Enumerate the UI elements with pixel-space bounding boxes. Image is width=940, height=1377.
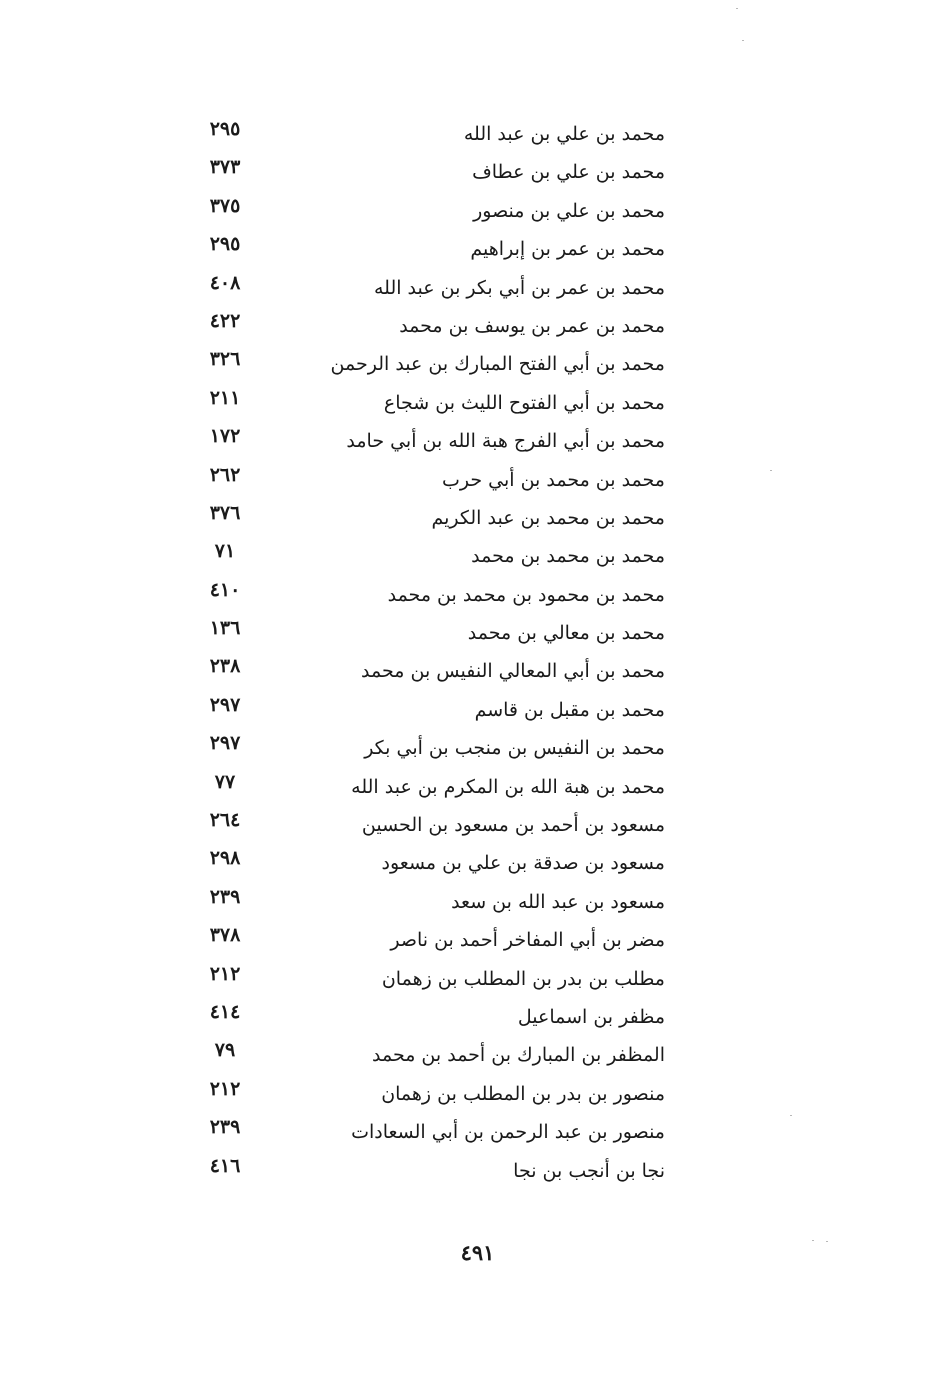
- entry-name: محمد بن محمد بن محمد: [471, 545, 665, 568]
- entry-page-reference: ٢٦٢: [209, 463, 241, 486]
- entry-page-reference: ١٣٦: [209, 617, 241, 640]
- scan-speck: [812, 1240, 814, 1241]
- index-entry: [180, 115, 680, 153]
- entry-name: محمد بن محمد بن عبد الكريم: [431, 506, 665, 529]
- entry-page-reference: ٣٧٦: [209, 501, 241, 524]
- entry-name: محمد بن مقبل بن قاسم: [474, 698, 665, 721]
- entry-page-reference: ٢١٢: [209, 1077, 241, 1100]
- page-number: ٤٩١: [460, 1240, 495, 1265]
- index-entry: [180, 844, 680, 882]
- index-entry: [180, 960, 680, 998]
- entry-name: مسعود بن عبد الله بن سعد: [451, 890, 665, 913]
- entry-name: منصور بن بدر بن المطلب بن زهمان: [381, 1082, 665, 1105]
- entry-page-reference: ٤١٦: [209, 1154, 241, 1177]
- index-entry: [180, 576, 680, 614]
- entry-name: محمد بن علي بن عبد الله: [463, 123, 665, 145]
- entry-name: محمد بن هبة الله بن المكرم بن عبد الله: [351, 775, 665, 798]
- index-entry: [180, 1113, 680, 1151]
- entry-name: محمد بن أبي الفتوح الليث بن شجاع: [383, 391, 665, 414]
- entry-name: محمد بن عمر بن أبي بكر بن عبد الله: [373, 276, 665, 299]
- entry-page-reference: ٢٣٩: [209, 885, 241, 908]
- index-entry: [180, 307, 680, 345]
- entry-page-reference: ٢١١: [209, 386, 241, 409]
- entry-name: محمد بن النفيس بن منجب بن أبي بكر: [364, 737, 665, 760]
- index-entry: [180, 384, 680, 422]
- entry-page-reference: ٧٩: [214, 1039, 236, 1062]
- index-entry: [180, 1152, 680, 1190]
- entry-name: محمد بن معالي بن محمد: [467, 622, 665, 645]
- index-entry: [180, 1075, 680, 1113]
- index-entry: [180, 153, 680, 191]
- entry-page-reference: ٧١: [214, 540, 236, 563]
- entry-page-reference: ٣٢٦: [209, 348, 241, 371]
- entry-page-reference: ٣٧٣: [209, 156, 241, 179]
- entry-name: محمد بن علي بن عطاف: [472, 161, 665, 184]
- entry-page-reference: ٢١٢: [209, 962, 241, 985]
- index-entry: [180, 729, 680, 767]
- entry-name: محمد بن محمد بن أبي حرب: [441, 468, 665, 491]
- entry-name: محمد بن عمر بن إبراهيم: [470, 238, 665, 261]
- name-index-list: [180, 115, 680, 1190]
- entry-name: مسعود بن صدقة بن علي بن مسعود: [381, 852, 665, 875]
- entry-page-reference: ٤٠٨: [209, 271, 241, 294]
- index-entry: [180, 461, 680, 499]
- index-entry: [180, 499, 680, 537]
- entry-page-reference: ٤٢٢: [209, 309, 241, 332]
- entry-page-reference: ٣٧٨: [209, 924, 241, 947]
- entry-page-reference: ٢٩٧: [209, 693, 241, 716]
- entry-name: محمد بن علي بن منصور: [473, 199, 665, 222]
- index-entry: [180, 345, 680, 383]
- entry-name: محمد بن أبي المعالي النفيس بن محمد: [361, 660, 665, 683]
- scan-speck: [770, 470, 772, 471]
- index-entry: [180, 422, 680, 460]
- scan-speck: [790, 1115, 792, 1116]
- entry-name: مسعود بن أحمد بن مسعود بن الحسين: [361, 814, 665, 837]
- entry-name: المظفر بن المبارك بن أحمد بن محمد: [371, 1044, 665, 1067]
- entry-page-reference: ٤١٠: [209, 578, 241, 601]
- index-entry: [180, 921, 680, 959]
- entry-name: محمد بن أبي الفرج هبة الله بن أبي حامد: [346, 430, 665, 453]
- index-entry: [180, 230, 680, 268]
- entry-name: محمد بن عمر بن يوسف بن محمد: [399, 314, 665, 337]
- entry-name: محمد بن محمود بن محمد بن محمد: [387, 583, 665, 606]
- index-entry: [180, 806, 680, 844]
- entry-page-reference: ٧٧: [214, 770, 236, 793]
- entry-page-reference: ٢٩٥: [209, 118, 241, 140]
- index-entry: [180, 691, 680, 729]
- index-entry: [180, 269, 680, 307]
- entry-page-reference: ٢٣٩: [209, 1116, 241, 1139]
- entry-page-reference: ٣٧٥: [209, 194, 241, 217]
- index-entry: [180, 614, 680, 652]
- index-entry: [180, 537, 680, 575]
- entry-page-reference: ٢٩٥: [209, 233, 241, 256]
- scan-speck: [826, 1241, 828, 1242]
- entry-page-reference: ٢٩٧: [209, 732, 241, 755]
- entry-name: محمد بن أبي الفتح المبارك بن عبد الرحمن: [330, 353, 665, 376]
- entry-name: نجا بن أنجب بن نجا: [513, 1159, 665, 1182]
- entry-name: مطلب بن بدر بن المطلب بن زهمان: [381, 967, 665, 990]
- index-entry: [180, 1036, 680, 1074]
- entry-page-reference: ٢٩٨: [209, 847, 241, 870]
- index-entry: [180, 192, 680, 230]
- entry-page-reference: ٢٣٨: [209, 655, 241, 678]
- scan-speck: [736, 8, 738, 9]
- entry-name: منصور بن عبد الرحمن بن أبي السعادات: [351, 1121, 665, 1144]
- entry-name: مظفر بن اسماعيل: [517, 1005, 665, 1028]
- entry-page-reference: ٢٦٤: [209, 809, 241, 832]
- scan-speck: [742, 40, 744, 41]
- entry-page-reference: ٤١٤: [209, 1000, 241, 1023]
- index-entry: [180, 998, 680, 1036]
- index-entry: [180, 768, 680, 806]
- entry-name: مضر بن أبي المفاخر أحمد بن ناصر: [390, 929, 665, 952]
- entry-page-reference: ١٧٢: [209, 425, 241, 448]
- index-entry: [180, 652, 680, 690]
- index-entry: [180, 883, 680, 921]
